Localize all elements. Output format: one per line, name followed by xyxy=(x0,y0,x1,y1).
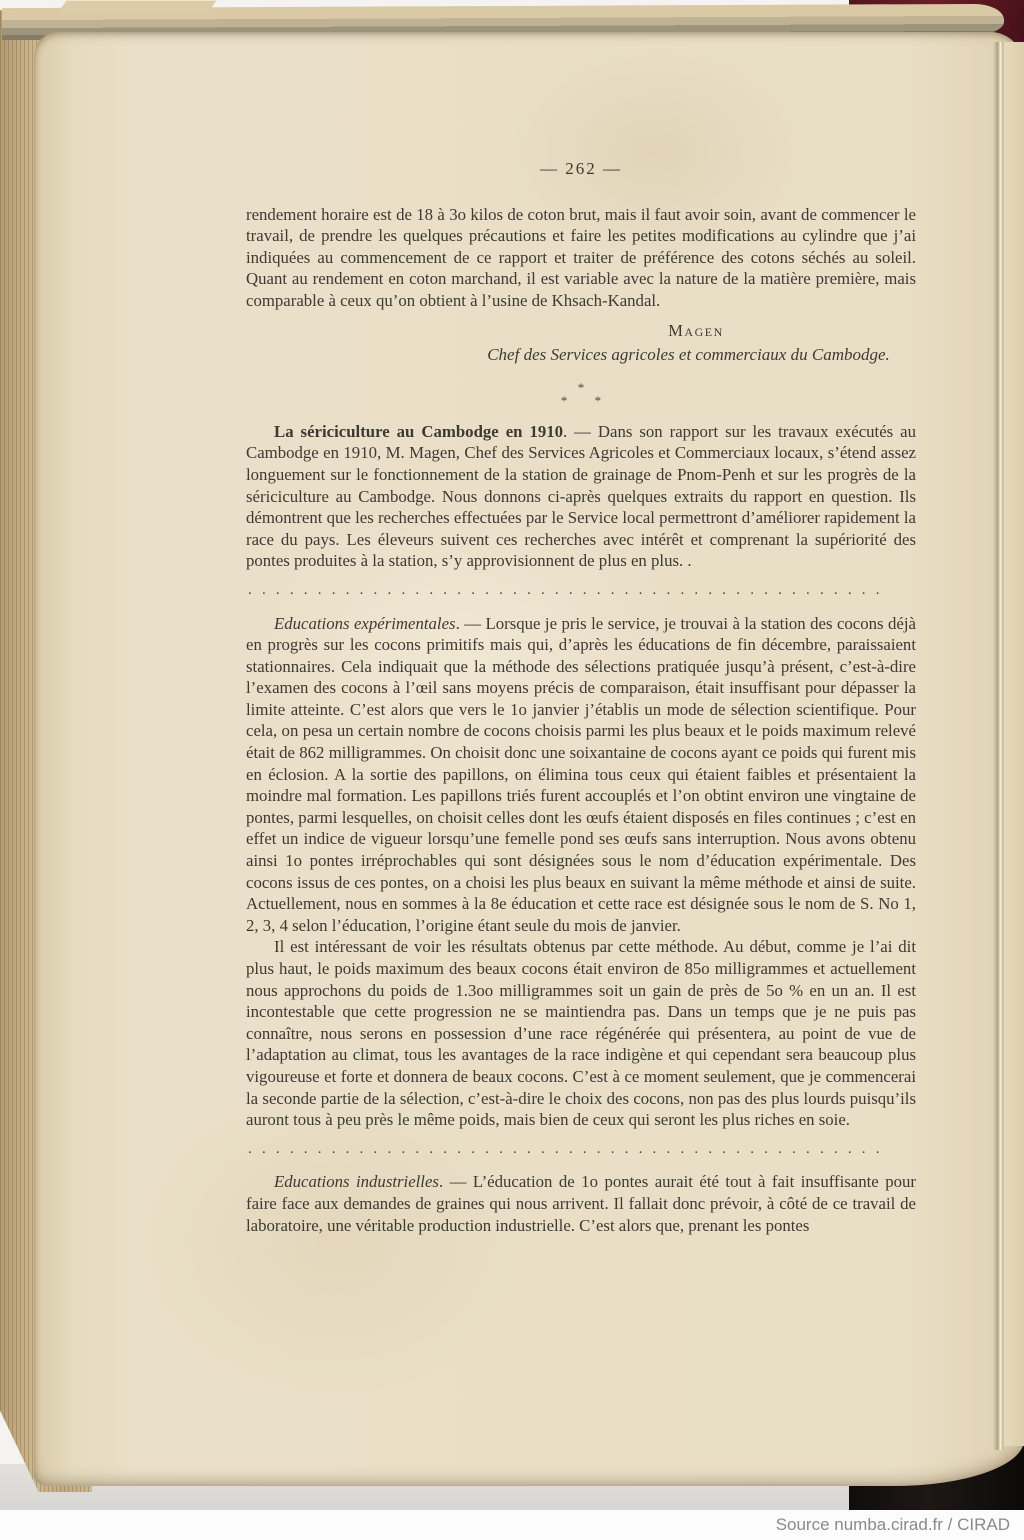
heading-sericiculture-1910: La sériciculture au Cambodge en 1910 xyxy=(274,421,564,441)
page-edge-right xyxy=(1004,42,1024,1446)
protruding-page-corner xyxy=(57,0,216,14)
heading-educations-experimentales: Educations expérimentales xyxy=(274,613,456,633)
heading-educations-industrielles: Educations industrielles xyxy=(274,1172,439,1192)
signature-magen: Magen xyxy=(668,320,724,340)
ellipsis-divider: .............................................. xyxy=(248,1140,890,1157)
page-text-block xyxy=(246,158,916,1236)
paragraph-rendement-coton: rendement horaire est de 18 à 3o kilos de coton brut, mais il faut avoir soin, avant de commencer le travail, de prendre les quelques précautions et faire les petites modifications au cylindre que j’ai indiquées au commencement de ce rapport et traiter de préférence des cotons séchés au soleil. Quant au rendement en coton marchand, il est variable avec la nature de la matière première, mais comparable à ceux qu’on obtient à l’usine de Khsach-Kandal. xyxy=(246,204,916,310)
source-attribution-bar xyxy=(0,1510,1024,1540)
paragraph-sericiculture-1910-text: . — Dans son rapport sur les travaux exécutés au Cambodge en 1910, M. Magen, Chef des Services Agricoles et Commerciaux locaux, s’étend assez longuement sur le fonctionnement de la station de grainage de Pnom-Penh et sur les progrès de la sériciculture au Cambodge. Nous donnons ci-après quelques extraits du rapport en question. Ils démontrent que les recherches effectuées par le Service local permettront d’améliorer rapidement la race du pays. Les éleveurs suivent ces recherches avec intérêt et comprenant la supériorité des pontes produites à la station, s’y approvisionnent de plus en plus. . xyxy=(246,421,916,571)
asterism-star-top: * xyxy=(577,379,585,395)
paragraph-sericiculture-1910 xyxy=(246,421,916,572)
paragraph-educations-industrielles-text: . — L’éducation de 1o pontes aurait été tout à fait insuffisante pour faire face aux demandes de graines qui nous arrivent. Il fallait donc prévoir, à côté de ce travail de laboratoire, une véritable production industrielle. C’est alors que, prenant les pontes xyxy=(246,1172,916,1235)
paragraph-resultats-methode: Il est intéressant de voir les résultats obtenus par cette méthode. Au début, comme je l’ai dit plus haut, le poids maximum des beaux cocons était environ de 85o milligrammes et actuellement nous approchons du poids de 1.3oo milligrammes soit un gain de près de 5o % en un an. Il est incontestable que cette progression ne se maintiendra pas. Dans un temps que je ne puis pas connaître, nous serons en possession d’une race régénérée qui présentera, au point de vue de l’adaptation au climat, tous les avantages de la race indigène et qui cependant sera beaucoup plus vigoureuse et forte et donnera de beaux cocons. C’est à ce moment seulement, que je commencerai la seconde partie de la sélection, c’est-à-dire le choix des cocons, non pas des plus lourds puisqu’ils auront tous à peu près le même poids, mais bien de ceux qui seront les plus riches en soie. xyxy=(246,937,916,1130)
asterism-divider xyxy=(246,381,916,407)
paragraph-educations-industrielles xyxy=(246,1171,916,1236)
ellipsis-divider: .............................................. xyxy=(248,581,890,598)
paragraph-educations-experimentales-text: . — Lorsque je pris le service, je trouvai à la station des cocons déjà en progrès sur les cocons primitifs mais qui, d’après les éducations de fin décembre, paraissaient stationnaires. Cela indiquait que la méthode des sélections pratiquée jusqu’à présent, c’est-à-dire l’examen des cocons à l’œil sans moyens précis de comparaison, était insuffisant pour dépasser la limite atteinte. C’est alors que vers le 1o janvier j’établis un mode de sélection scientifique. Pour cela, on pesa un certain nombre de cocons choisis parmi les plus beaux et le poids maximum relevé était de 862 milligrammes. On choisit donc une soixantaine de cocons ayant ce poids qui furent mis en éclosion. A la sortie des papillons, on élimina tous ceux qui étaient faibles et présentaient la moindre mal formation. Les papillons triés furent accouplés et l’on obtint environ une vingtaine de pontes, parmi lesquelles, on choisit celles dont les œufs étaient disposés en files continues ; c’est en effet un indice de vigueur lorsqu’une femelle pond ses œufs sans interruption. Nous avons obtenu ainsi 1o pontes irréprochables qui sont désignées sous le nom d’éducation expérimentale. Des cocons issus de ces pontes, on a choisi les plus beaux en suivant la même méthode et ainsi de suite. Actuellement, nous en sommes à la 8e éducation et cette race est désignée sous le nom de S. No 1, 2, 3, 4 selon l’éducation, l’origine étant seule du mois de janvier. xyxy=(246,613,916,935)
paragraph-educations-experimentales xyxy=(246,613,916,937)
source-attribution-text: Source numba.cirad.fr / CIRAD xyxy=(775,1515,1010,1534)
signature-title: Chef des Services agricoles et commerciaux du Cambodge. xyxy=(487,345,890,365)
asterism-stars-bottom: * * xyxy=(560,392,602,408)
page-number: — 262 — xyxy=(540,159,622,178)
book-page xyxy=(34,32,1024,1486)
